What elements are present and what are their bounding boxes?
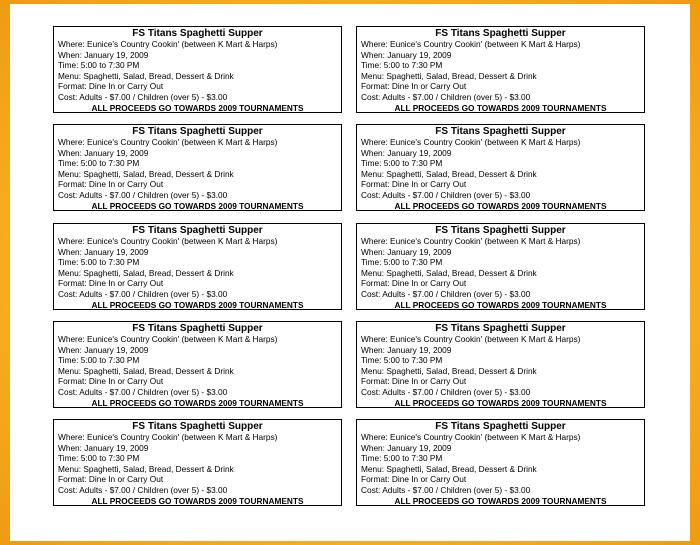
- ticket-card: [53, 223, 342, 310]
- ticket-proceeds: ALL PROCEEDS GO TOWARDS 2009 TOURNAMENTS: [394, 200, 607, 211]
- ticket-where: Where: Eunice's Country Cookin' (between K Mart & Harps): [361, 137, 581, 147]
- ticket-menu: Menu: Spaghetti, Salad, Bread, Dessert & Drink: [361, 365, 537, 376]
- ticket-proceeds: ALL PROCEEDS GO TOWARDS 2009 TOURNAMENTS: [394, 102, 607, 113]
- ticket-time: Time: 5:00 to 7:30 PM: [58, 158, 140, 169]
- ticket-when: When: January 19, 2009: [361, 344, 452, 355]
- ticket-card: [356, 124, 645, 211]
- ticket-when: When: January 19, 2009: [361, 246, 452, 257]
- ticket-title: FS Titans Spaghetti Supper: [435, 126, 566, 137]
- ticket-title: FS Titans Spaghetti Supper: [435, 225, 566, 236]
- ticket-time: Time: 5:00 to 7:30 PM: [58, 355, 140, 366]
- ticket-when: When: January 19, 2009: [58, 442, 149, 453]
- ticket-where: Where: Eunice's Country Cookin' (between K Mart & Harps): [361, 236, 581, 246]
- ticket-menu: Menu: Spaghetti, Salad, Bread, Dessert & Drink: [361, 267, 537, 278]
- ticket-card: [356, 223, 645, 310]
- ticket-title: FS Titans Spaghetti Supper: [435, 323, 566, 334]
- ticket-title: FS Titans Spaghetti Supper: [132, 225, 263, 236]
- ticket-title: FS Titans Spaghetti Supper: [132, 126, 263, 137]
- ticket-format: Format: Dine In or Carry Out: [361, 179, 467, 190]
- ticket-proceeds: ALL PROCEEDS GO TOWARDS 2009 TOURNAMENTS: [394, 299, 607, 310]
- ticket-time: Time: 5:00 to 7:30 PM: [58, 257, 140, 268]
- ticket-card: [53, 26, 342, 113]
- ticket-format: Format: Dine In or Carry Out: [58, 278, 164, 289]
- ticket-cost: Cost: Adults - $7.00 / Children (over 5) - $3.00: [58, 189, 228, 200]
- ticket-proceeds: ALL PROCEEDS GO TOWARDS 2009 TOURNAMENTS: [394, 397, 607, 408]
- ticket-proceeds: ALL PROCEEDS GO TOWARDS 2009 TOURNAMENTS: [394, 495, 607, 506]
- ticket-format: Format: Dine In or Carry Out: [58, 179, 164, 190]
- ticket-when: When: January 19, 2009: [361, 49, 452, 60]
- ticket-where: Where: Eunice's Country Cookin' (between K Mart & Harps): [361, 334, 581, 344]
- ticket-cost: Cost: Adults - $7.00 / Children (over 5) - $3.00: [361, 189, 531, 200]
- ticket-title: FS Titans Spaghetti Supper: [435, 28, 566, 39]
- ticket-where: Where: Eunice's Country Cookin' (between K Mart & Harps): [58, 432, 278, 442]
- ticket-proceeds: ALL PROCEEDS GO TOWARDS 2009 TOURNAMENTS: [91, 397, 304, 408]
- ticket-card: [356, 26, 645, 113]
- ticket-cost: Cost: Adults - $7.00 / Children (over 5) - $3.00: [361, 386, 531, 397]
- ticket-cost: Cost: Adults - $7.00 / Children (over 5) - $3.00: [361, 484, 531, 495]
- ticket-cost: Cost: Adults - $7.00 / Children (over 5) - $3.00: [361, 288, 531, 299]
- ticket-where: Where: Eunice's Country Cookin' (between K Mart & Harps): [58, 137, 278, 147]
- ticket-time: Time: 5:00 to 7:30 PM: [361, 158, 443, 169]
- ticket-time: Time: 5:00 to 7:30 PM: [361, 60, 443, 71]
- ticket-when: When: January 19, 2009: [58, 147, 149, 158]
- ticket-where: Where: Eunice's Country Cookin' (between K Mart & Harps): [58, 39, 278, 49]
- ticket-format: Format: Dine In or Carry Out: [361, 278, 467, 289]
- ticket-when: When: January 19, 2009: [361, 442, 452, 453]
- ticket-card: [356, 419, 645, 506]
- ticket-menu: Menu: Spaghetti, Salad, Bread, Dessert & Drink: [58, 70, 234, 81]
- ticket-when: When: January 19, 2009: [361, 147, 452, 158]
- ticket-where: Where: Eunice's Country Cookin' (between K Mart & Harps): [361, 39, 581, 49]
- ticket-title: FS Titans Spaghetti Supper: [132, 28, 263, 39]
- ticket-menu: Menu: Spaghetti, Salad, Bread, Dessert & Drink: [58, 267, 234, 278]
- ticket-format: Format: Dine In or Carry Out: [58, 474, 164, 485]
- ticket-when: When: January 19, 2009: [58, 49, 149, 60]
- ticket-where: Where: Eunice's Country Cookin' (between K Mart & Harps): [361, 432, 581, 442]
- ticket-where: Where: Eunice's Country Cookin' (between K Mart & Harps): [58, 236, 278, 246]
- ticket-cost: Cost: Adults - $7.00 / Children (over 5) - $3.00: [58, 386, 228, 397]
- ticket-proceeds: ALL PROCEEDS GO TOWARDS 2009 TOURNAMENTS: [91, 495, 304, 506]
- ticket-where: Where: Eunice's Country Cookin' (between K Mart & Harps): [58, 334, 278, 344]
- ticket-time: Time: 5:00 to 7:30 PM: [361, 257, 443, 268]
- ticket-menu: Menu: Spaghetti, Salad, Bread, Dessert & Drink: [58, 365, 234, 376]
- ticket-cost: Cost: Adults - $7.00 / Children (over 5) - $3.00: [58, 288, 228, 299]
- ticket-format: Format: Dine In or Carry Out: [58, 376, 164, 387]
- ticket-when: When: January 19, 2009: [58, 344, 149, 355]
- ticket-menu: Menu: Spaghetti, Salad, Bread, Dessert & Drink: [58, 168, 234, 179]
- ticket-time: Time: 5:00 to 7:30 PM: [58, 453, 140, 464]
- ticket-menu: Menu: Spaghetti, Salad, Bread, Dessert & Drink: [361, 168, 537, 179]
- ticket-title: FS Titans Spaghetti Supper: [435, 421, 566, 432]
- ticket-menu: Menu: Spaghetti, Salad, Bread, Dessert & Drink: [58, 463, 234, 474]
- ticket-card: [53, 419, 342, 506]
- ticket-menu: Menu: Spaghetti, Salad, Bread, Dessert & Drink: [361, 70, 537, 81]
- ticket-cost: Cost: Adults - $7.00 / Children (over 5) - $3.00: [361, 91, 531, 102]
- ticket-time: Time: 5:00 to 7:30 PM: [58, 60, 140, 71]
- ticket-cost: Cost: Adults - $7.00 / Children (over 5) - $3.00: [58, 484, 228, 495]
- ticket-title: FS Titans Spaghetti Supper: [132, 421, 263, 432]
- ticket-format: Format: Dine In or Carry Out: [361, 474, 467, 485]
- ticket-menu: Menu: Spaghetti, Salad, Bread, Dessert & Drink: [361, 463, 537, 474]
- ticket-proceeds: ALL PROCEEDS GO TOWARDS 2009 TOURNAMENTS: [91, 102, 304, 113]
- ticket-time: Time: 5:00 to 7:30 PM: [361, 355, 443, 366]
- ticket-card: [53, 321, 342, 408]
- ticket-cost: Cost: Adults - $7.00 / Children (over 5) - $3.00: [58, 91, 228, 102]
- ticket-title: FS Titans Spaghetti Supper: [132, 323, 263, 334]
- ticket-card: [356, 321, 645, 408]
- ticket-format: Format: Dine In or Carry Out: [361, 376, 467, 387]
- ticket-proceeds: ALL PROCEEDS GO TOWARDS 2009 TOURNAMENTS: [91, 299, 304, 310]
- ticket-format: Format: Dine In or Carry Out: [58, 81, 164, 92]
- ticket-card: [53, 124, 342, 211]
- ticket-format: Format: Dine In or Carry Out: [361, 81, 467, 92]
- ticket-proceeds: ALL PROCEEDS GO TOWARDS 2009 TOURNAMENTS: [91, 200, 304, 211]
- ticket-time: Time: 5:00 to 7:30 PM: [361, 453, 443, 464]
- ticket-when: When: January 19, 2009: [58, 246, 149, 257]
